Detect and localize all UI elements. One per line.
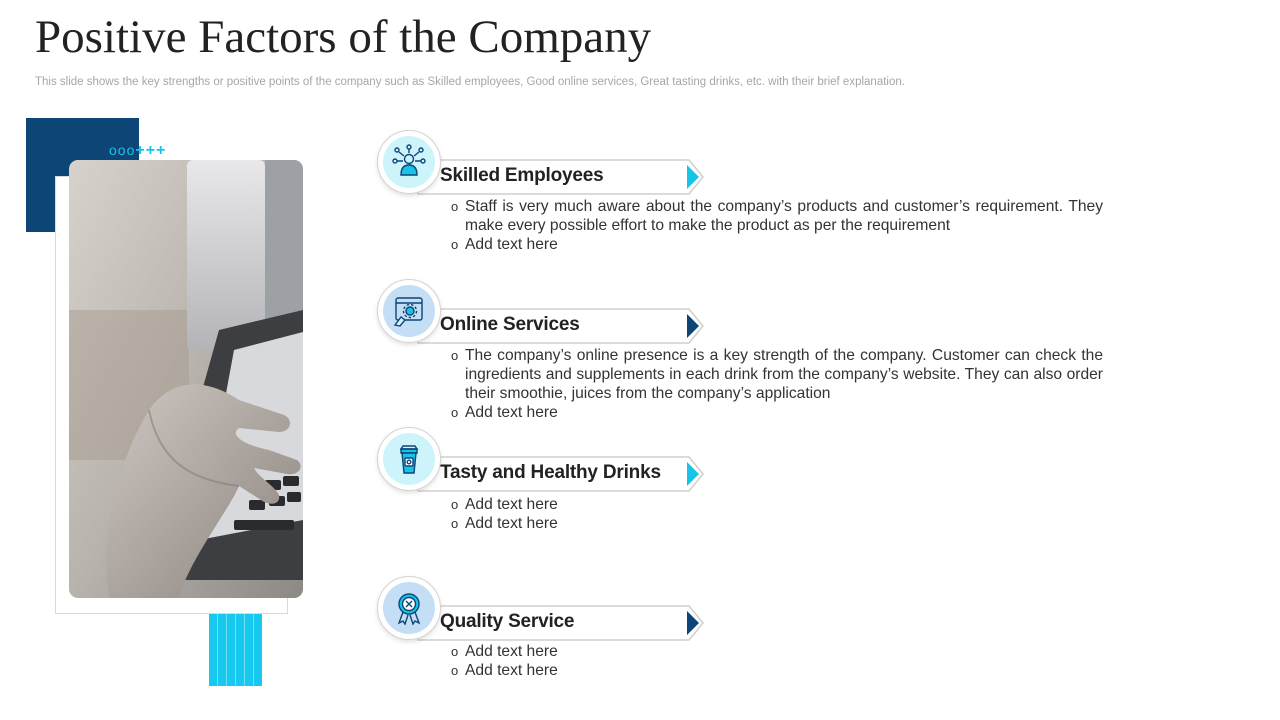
page-subtitle: This slide shows the key strengths or positive points of the company such as Skilled employees, Good online services, Great tasting drinks, etc. with their brief explanation.	[35, 76, 905, 88]
feature-icon-circle	[377, 130, 441, 194]
web-gear-icon	[391, 293, 427, 329]
drink-cup-icon	[391, 441, 427, 477]
list-item: o Add text here	[451, 235, 1103, 254]
feature-bullet-list	[451, 642, 1103, 680]
page-title: Positive Factors of the Company	[35, 11, 652, 63]
list-item: o Add text here	[451, 514, 1103, 533]
list-item: o Add text here	[451, 403, 1103, 422]
list-item: o Add text here	[451, 642, 1103, 661]
feature-bullet-list	[451, 346, 1103, 422]
decorative-cyan-bars	[209, 614, 262, 686]
feature-title: Online Services	[440, 314, 580, 335]
feature-icon-circle	[377, 576, 441, 640]
list-item: o The company’s online presence is a key strength of the company. Customer can check the ingredients and supplements in each drink from the company’s website. They can also order their smoothie, juices from the company’s application	[451, 346, 1103, 403]
list-item: o Staff is very much aware about the company’s products and customer’s requirement. They make every possible effort to make the product as per the requirement	[451, 197, 1103, 235]
quality-badge-icon	[391, 590, 427, 626]
feature-icon-circle	[377, 427, 441, 491]
list-item: o Add text here	[451, 495, 1103, 514]
list-item: o Add text here	[451, 661, 1103, 680]
decorative-marks	[109, 141, 166, 160]
feature-icon-circle	[377, 279, 441, 343]
decorative-plus-signs: +++	[135, 142, 167, 159]
decorative-circles: ooo	[109, 142, 136, 158]
feature-bullet-list	[451, 197, 1103, 254]
employee-network-icon	[391, 144, 427, 180]
hand-on-laptop-photo	[69, 160, 303, 598]
feature-bullet-list	[451, 495, 1103, 533]
feature-title: Tasty and Healthy Drinks	[440, 462, 661, 483]
feature-title: Skilled Employees	[440, 165, 604, 186]
feature-title: Quality Service	[440, 611, 575, 632]
